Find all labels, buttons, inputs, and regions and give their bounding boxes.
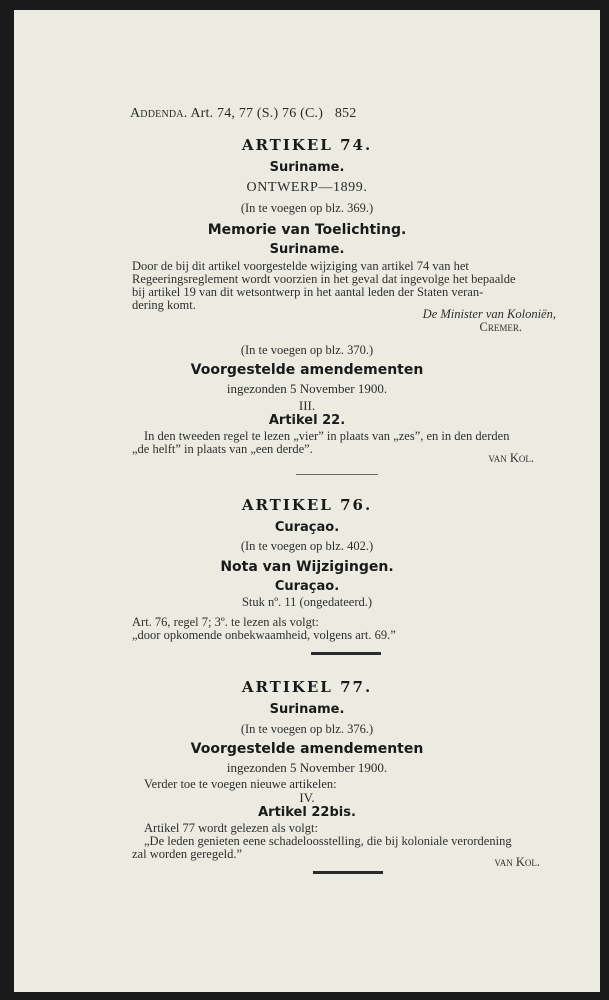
artikel-22bis-title: Artikel 22bis. [258, 805, 356, 820]
nota-country: Curaçao. [274, 579, 340, 594]
artikel-76-insert-note: (In te voegen op blz. 402.) [240, 539, 374, 553]
running-head [130, 106, 356, 122]
section-divider-thick [313, 871, 383, 874]
artikel-77-insert-note: (In te voegen op blz. 376.) [240, 722, 374, 736]
memorie-line: Door de bij dit artikel voorgestelde wijziging van artikel 74 van het [132, 259, 469, 273]
nota-line: Art. 76, regel 7; 3º. te lezen als volgt: [132, 615, 319, 629]
artikel-74-heading: ARTIKEL 74. [241, 136, 373, 154]
intro-line: Verder toe te voegen nieuwe artikelen: [144, 777, 337, 791]
amendment-line: „de helft” in plaats van „een derde”. [132, 442, 313, 456]
artikel-76-country: Curaçao. [274, 520, 340, 535]
author-van-kol: van Kol. [488, 451, 534, 465]
artikel-77-country: Suriname. [269, 702, 345, 717]
running-head-article-ref: Art. 74, 77 (S.) 76 (C.) [190, 106, 324, 121]
amendementen-title-77: Voorgestelde amendementen [190, 741, 424, 757]
artikel-77-line: „De leden genieten eene schadeloosstelling, die bij koloniale verordening [144, 834, 512, 848]
author-van-kol-77: van Kol. [494, 855, 540, 869]
artikel-77-line: Artikel 77 wordt gelezen als volgt: [144, 821, 318, 835]
amendementen-date-77: ingezonden 5 November 1900. [226, 760, 388, 775]
minister-line: De Minister van Koloniën, [422, 307, 556, 321]
page-number: 852 [334, 106, 357, 121]
roman-numeral: III. [298, 398, 316, 413]
amendementen-title: Voorgestelde amendementen [190, 362, 424, 378]
insert-note-370: (In te voegen op blz. 370.) [240, 343, 374, 357]
artikel-74-insert-note: (In te voegen op blz. 369.) [240, 201, 374, 215]
artikel-77-heading: ARTIKEL 77. [241, 678, 373, 696]
memorie-line: bij artikel 19 van dit wetsontwerp in het aantal leden der Staten veran- [132, 285, 484, 299]
document-page [14, 10, 600, 992]
nota-title: Nota van Wijzigingen. [220, 559, 394, 575]
amendment-line: In den tweeden regel te lezen „vier” in plaats van „zes”, en in den derden [144, 429, 510, 443]
stuk-number: Stuk nº. 11 (ongedateerd.) [241, 595, 373, 609]
memorie-line: Regeeringsreglement wordt voorzien in het geval dat ingevolge het bepaalde [132, 272, 516, 286]
memorie-country: Suriname. [269, 242, 345, 257]
roman-numeral-77: IV. [299, 790, 315, 805]
section-divider [296, 474, 378, 475]
artikel-22-title: Artikel 22. [268, 413, 346, 428]
artikel-77-line: zal worden geregeld.” [132, 847, 243, 861]
memorie-title: Memorie van Toelichting. [207, 222, 407, 238]
nota-line: „door opkomende onbekwaamheid, volgens art. 69.” [132, 628, 396, 642]
running-head-addenda: Addenda. [130, 106, 188, 121]
amendementen-date: ingezonden 5 November 1900. [226, 381, 388, 396]
signature-cremer: Cremer. [479, 320, 522, 334]
artikel-74-draft: ONTWERP—1899. [246, 180, 368, 195]
artikel-76-heading: ARTIKEL 76. [241, 496, 373, 514]
memorie-line: dering komt. [132, 298, 196, 312]
artikel-74-country: Suriname. [269, 160, 345, 175]
section-divider-thick [311, 652, 381, 655]
